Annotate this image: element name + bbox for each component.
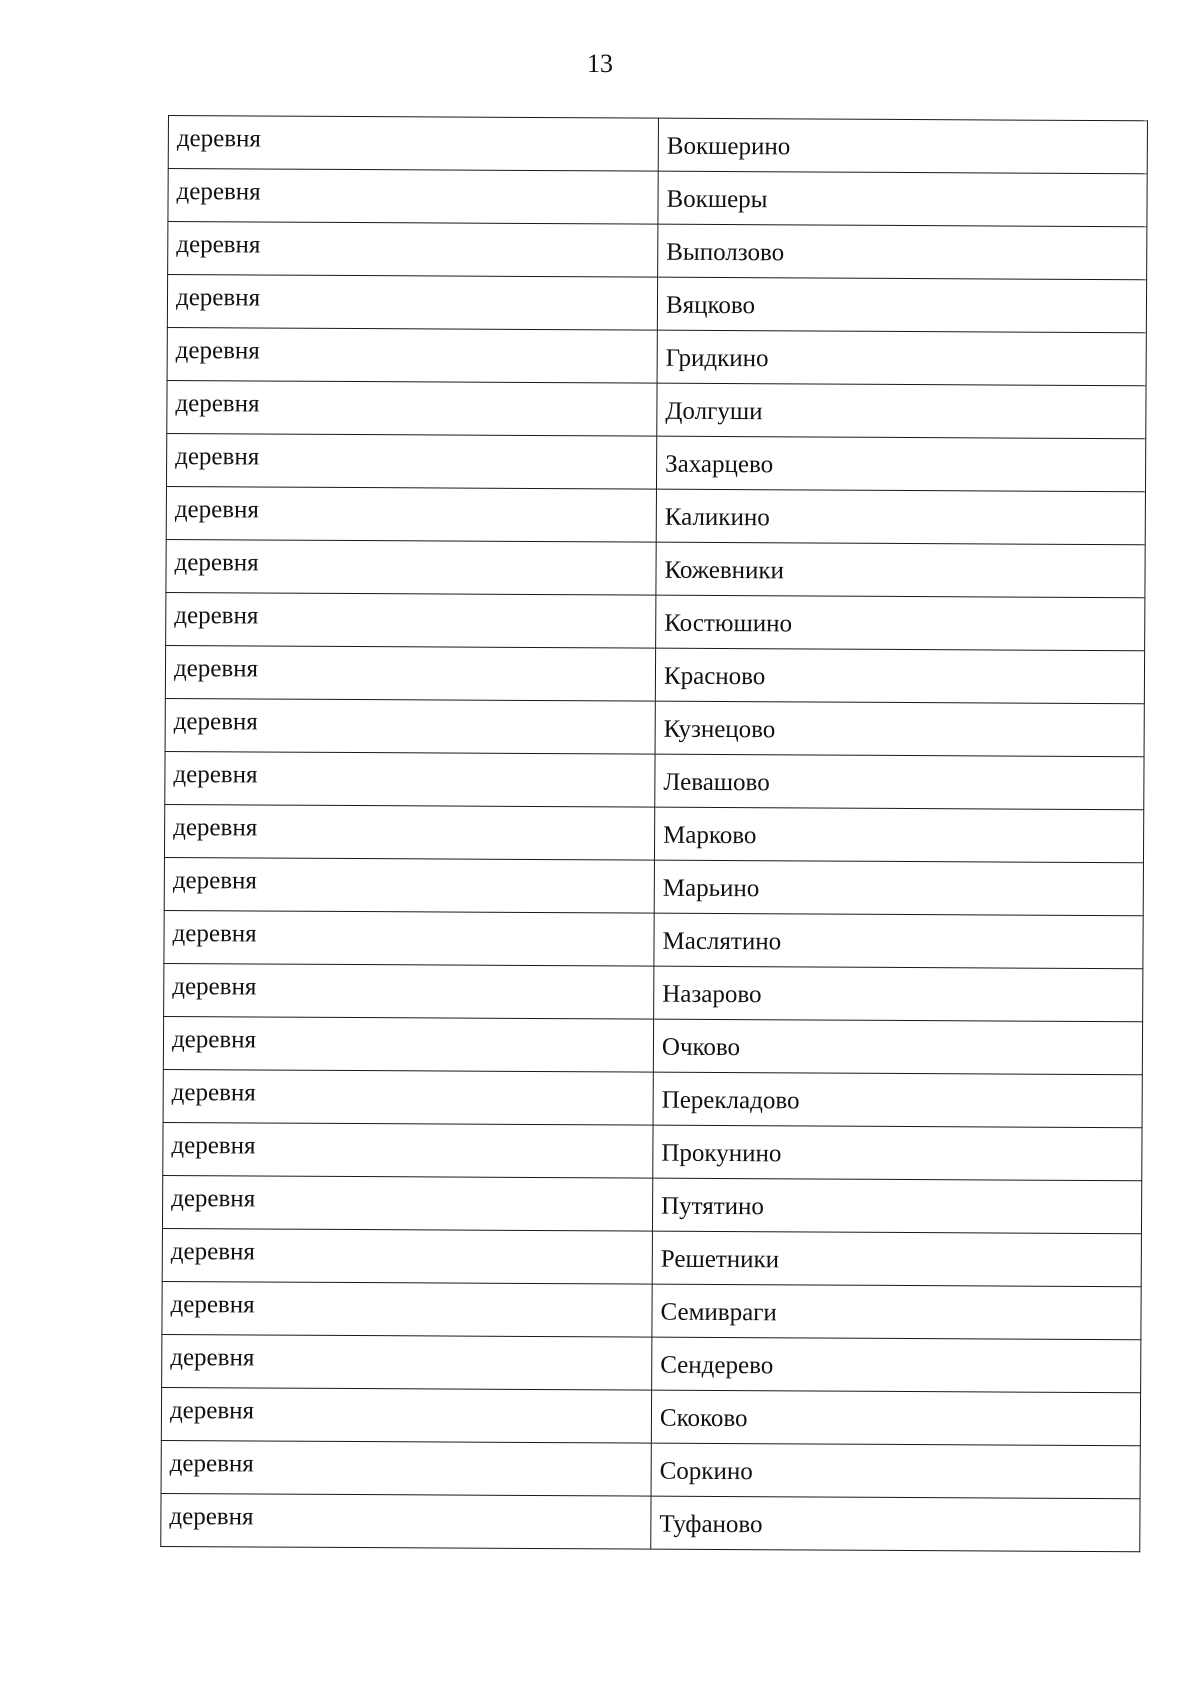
- table-row: [165, 645, 1144, 703]
- table-row: [163, 1016, 1142, 1074]
- page-number: 13: [587, 49, 613, 78]
- settlement-name-cell: Марьино: [654, 860, 1143, 916]
- settlement-name-cell: Красново: [655, 648, 1144, 704]
- table-row: [161, 1440, 1140, 1498]
- table-row: [165, 751, 1144, 809]
- settlement-name-cell: Гридкино: [657, 330, 1146, 386]
- settlement-type-cell: деревня: [162, 1228, 652, 1284]
- settlement-type-cell: деревня: [162, 1175, 652, 1231]
- table-row: [167, 380, 1146, 438]
- settlement-type-cell: деревня: [167, 275, 657, 331]
- settlement-name-cell: Кузнецово: [655, 701, 1144, 757]
- table-row: [166, 592, 1145, 650]
- table-row: [164, 857, 1143, 915]
- table-row: [164, 804, 1143, 862]
- table-row: [166, 539, 1145, 597]
- table-row: [168, 169, 1147, 227]
- settlement-name-cell: Очково: [653, 1019, 1142, 1075]
- table-row: [167, 327, 1146, 385]
- settlement-type-cell: деревня: [166, 592, 656, 648]
- settlement-type-cell: деревня: [168, 116, 658, 172]
- settlements-table: [160, 115, 1148, 1552]
- table-row: [163, 1122, 1142, 1180]
- settlement-type-cell: деревня: [166, 433, 656, 489]
- settlement-name-cell: Марково: [654, 807, 1143, 863]
- table-row: [166, 486, 1145, 544]
- settlement-name-cell: Семивраги: [652, 1284, 1141, 1340]
- settlement-name-cell: Путятино: [652, 1178, 1141, 1234]
- settlement-name-cell: Перекладово: [653, 1072, 1142, 1128]
- table-row: [161, 1387, 1140, 1445]
- table-row: [168, 116, 1147, 174]
- settlement-name-cell: Долгуши: [657, 383, 1146, 439]
- settlement-type-cell: деревня: [166, 486, 656, 542]
- table-row: [164, 963, 1143, 1021]
- settlement-name-cell: Туфаново: [651, 1496, 1140, 1552]
- settlement-name-cell: Каликино: [656, 489, 1145, 545]
- settlement-type-cell: деревня: [168, 222, 658, 278]
- table-row: [162, 1175, 1141, 1233]
- settlement-type-cell: деревня: [163, 1016, 653, 1072]
- settlement-name-cell: Сендерево: [652, 1337, 1141, 1393]
- settlement-type-cell: деревня: [164, 963, 654, 1019]
- settlement-name-cell: Решетники: [652, 1231, 1141, 1287]
- table-row: [165, 698, 1144, 756]
- settlement-type-cell: деревня: [167, 327, 657, 383]
- settlement-name-cell: Прокунино: [653, 1125, 1142, 1181]
- table-row: [164, 910, 1143, 968]
- settlement-type-cell: деревня: [162, 1334, 652, 1390]
- table-row: [162, 1334, 1141, 1392]
- settlement-name-cell: Захарцево: [656, 436, 1145, 492]
- settlement-name-cell: Костюшино: [656, 595, 1145, 651]
- settlement-type-cell: деревня: [163, 1069, 653, 1125]
- table-row: [162, 1281, 1141, 1339]
- settlement-type-cell: деревня: [165, 751, 655, 807]
- table-row: [166, 433, 1145, 491]
- settlement-name-cell: Скоково: [651, 1390, 1140, 1446]
- settlement-type-cell: деревня: [164, 910, 654, 966]
- settlement-type-cell: деревня: [164, 804, 654, 860]
- table-row: [161, 1493, 1140, 1551]
- settlement-name-cell: Назарово: [654, 966, 1143, 1022]
- settlement-name-cell: Кожевники: [656, 542, 1145, 598]
- settlement-type-cell: деревня: [161, 1387, 651, 1443]
- table-row: [168, 222, 1147, 280]
- settlement-type-cell: деревня: [162, 1281, 652, 1337]
- settlement-name-cell: Маслятино: [654, 913, 1143, 969]
- settlement-name-cell: Соркино: [651, 1443, 1140, 1499]
- settlement-name-cell: Вокшеры: [658, 171, 1147, 227]
- settlement-type-cell: деревня: [163, 1122, 653, 1178]
- settlement-type-cell: деревня: [161, 1493, 651, 1549]
- settlement-type-cell: деревня: [165, 698, 655, 754]
- table-row: [162, 1228, 1141, 1286]
- table-row: [163, 1069, 1142, 1127]
- settlement-type-cell: деревня: [165, 645, 655, 701]
- table-row: [167, 275, 1146, 333]
- settlement-type-cell: деревня: [161, 1440, 651, 1496]
- settlement-type-cell: деревня: [168, 169, 658, 225]
- settlement-name-cell: Левашово: [655, 754, 1144, 810]
- settlement-type-cell: деревня: [166, 539, 656, 595]
- settlement-type-cell: деревня: [164, 857, 654, 913]
- settlement-name-cell: Вяцково: [657, 277, 1146, 333]
- settlement-type-cell: деревня: [167, 380, 657, 436]
- settlement-name-cell: Выползово: [658, 224, 1147, 280]
- settlement-name-cell: Вокшерино: [658, 118, 1147, 174]
- settlements-table-body: [161, 116, 1148, 1552]
